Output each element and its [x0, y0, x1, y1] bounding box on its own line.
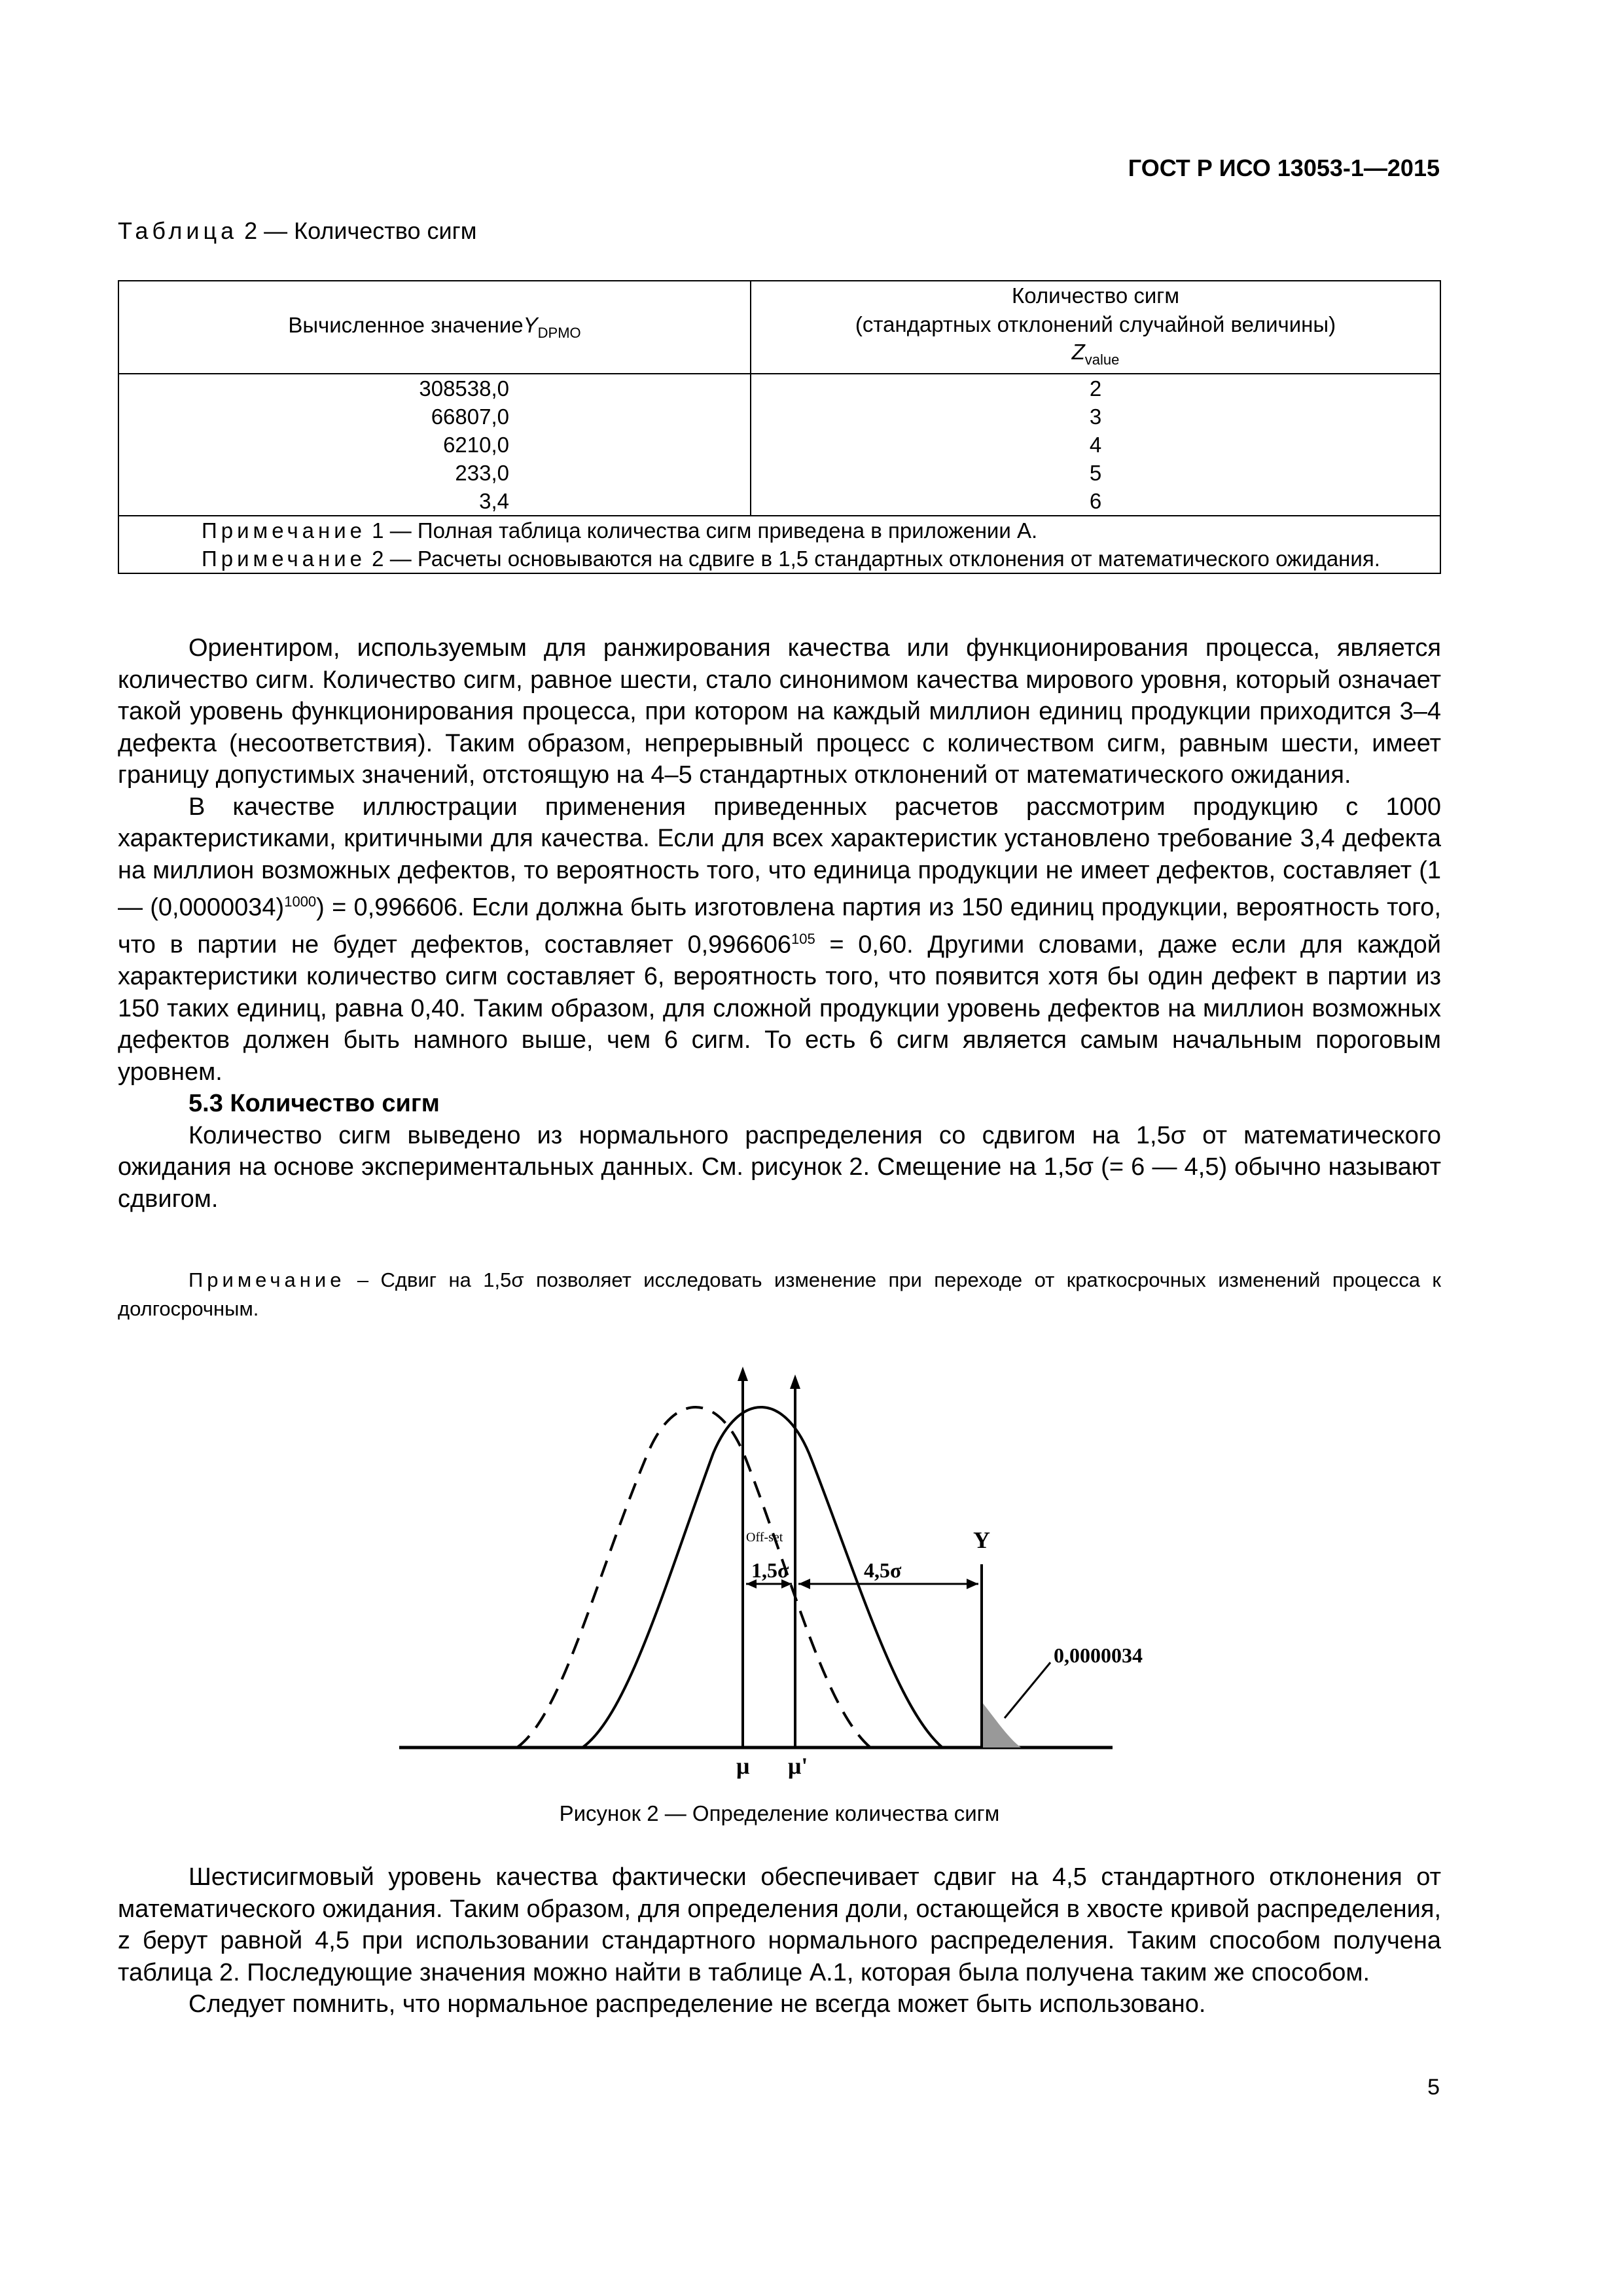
mu-prime-arrow-icon — [790, 1374, 800, 1389]
body-section-top — [118, 632, 1441, 1215]
table-cell: 66807,0 — [431, 404, 509, 429]
dpmo-values — [118, 374, 751, 516]
offset-label: Off-set — [746, 1530, 783, 1545]
sigma-table — [118, 280, 1441, 574]
table-title — [118, 217, 477, 245]
paragraph-remember: Следует помнить, что нормальное распределение не всегда может быть использовано. — [188, 1990, 1206, 2018]
header-sigma: Количество сигм (стандартных отклонений случайной величины) $Z_{value}$ — [751, 281, 1440, 374]
figure-caption: Рисунок 2 — Определение количества сигм — [559, 1801, 1000, 1825]
limit-label: Y — [973, 1527, 990, 1553]
table-cell: 3,4 — [479, 489, 509, 513]
table-title-rest: 2 — Количество сигм — [238, 217, 477, 244]
table-note-1: Примечание 1 — Полная таблица количества сигм приведена в приложении А. — [202, 518, 1038, 543]
section-heading: 5.3 Количество сигм — [188, 1090, 440, 1118]
table-cell: 233,0 — [455, 461, 509, 485]
sigma-values — [751, 374, 1440, 516]
tail-pointer — [1005, 1662, 1050, 1718]
page-number: 5 — [1427, 2075, 1440, 2100]
paragraph-sigma-derivation: Количество сигм выведено из нормального распределения со сдвигом на 1,5σ от математического ожидания на основе экспериментальных данных. См. рисунок 2. Смещение на 1,5σ (= 6 — 4,5) обычно называют сдвигом. — [118, 1121, 1441, 1213]
tail-area — [982, 1702, 1021, 1748]
table-notes-row — [118, 516, 1440, 573]
mu-arrow-icon — [738, 1367, 748, 1381]
shift-label: 1,5σ — [751, 1558, 789, 1582]
mu-prime-label: μ' — [788, 1753, 808, 1779]
arrowhead-icon — [798, 1579, 810, 1589]
body-section-bottom — [118, 1861, 1441, 2020]
shift-note: Примечание – Сдвиг на 1,5σ позволяет исследовать изменение при переходе от краткосрочных изменений процесса к долгосрочным. — [118, 1268, 1441, 1320]
header-dpmo: Вычисленное значениеY$_{DPMO}$ — [118, 281, 751, 374]
arrowhead-icon — [967, 1579, 978, 1589]
paragraph-illustration: В качестве иллюстрации применения приведенных расчетов рассмотрим продукцию с 1000 характеристиками, критичными для качества. Если для всех характеристик установлено требование 3,4 дефекта на миллион возможных дефектов, то вероятность того, что единица продукции не имеет дефектов, составляет (1 — $(0,0000034)^{1000}) = 0,996606$. Если должна быть изготовлена партия из 150 единиц продукции, вероятность того, что в партии не будет дефектов, составляет $0,996606^{105} = 0,60$. Другими словами, даже если для каждой характеристики количество сигм составляет 6, вероятность того, что появится хотя бы один дефект в партии из 150 таких единиц, равна 0,40. Таким образом, для сложной продукции уровень дефектов на миллион возможных дефектов должен быть намного выше, чем 6 сигм. То есть 6 сигм является самым начальным пороговым уровнем. — [118, 793, 1442, 1086]
paragraph-six-sigma-level: Шестисигмовый уровень качества фактически обеспечивает сдвиг на 4,5 стандартного отклонения от математического ожидания. Таким образом, для определения доли, остающейся в хвосте кривой распределения, z берут равной 4,5 при использовании стандартного нормального распределения. Таким способом получена таблица 2. Последующие значения можно найти в таблице А.1, которая была получена таким же способом. — [118, 1863, 1441, 1986]
table-note-2: Примечание 2 — Расчеты основываются на сдвиге в 1,5 стандартных отклонения от математического ожидания. — [202, 547, 1380, 571]
sigma-shift-figure — [393, 1361, 1191, 1780]
table-cell: 4 — [1089, 433, 1102, 457]
table-cell: 6210,0 — [443, 433, 509, 457]
document-standard-number: ГОСТ Р ИСО 13053-1—2015 — [1128, 154, 1440, 181]
table-values-row — [118, 374, 1440, 516]
table-cell: 5 — [1089, 461, 1102, 485]
mu-label: μ — [736, 1753, 750, 1779]
table-header-row — [118, 281, 1440, 374]
table-cell: 308538,0 — [419, 376, 509, 401]
table-cell: 6 — [1089, 489, 1102, 513]
table-cell: 2 — [1089, 376, 1102, 401]
distance-label: 4,5σ — [864, 1558, 902, 1582]
process-curve-dashed — [517, 1407, 870, 1748]
table-title-label: Таблица — [118, 217, 238, 244]
table-cell: 3 — [1089, 404, 1102, 429]
tail-value-label: 0,0000034 — [1054, 1643, 1143, 1667]
paragraph-benchmark: Ориентиром, используемым для ранжирования качества или функционирования процесса, является количество сигм. Количество сигм, равное шести, стало синонимом качества мирового уровня, который означает такой уровень функционирования процесса, при котором на каждый миллион единиц продукции приходится 3–4 дефекта (несоответствия). Таким образом, непрерывный процесс с количеством сигм, равным шести, имеет границу допустимых значений, отстоящую на 4–5 стандартных отклонений от математического ожидания. — [118, 634, 1441, 789]
table-notes — [118, 516, 1440, 573]
